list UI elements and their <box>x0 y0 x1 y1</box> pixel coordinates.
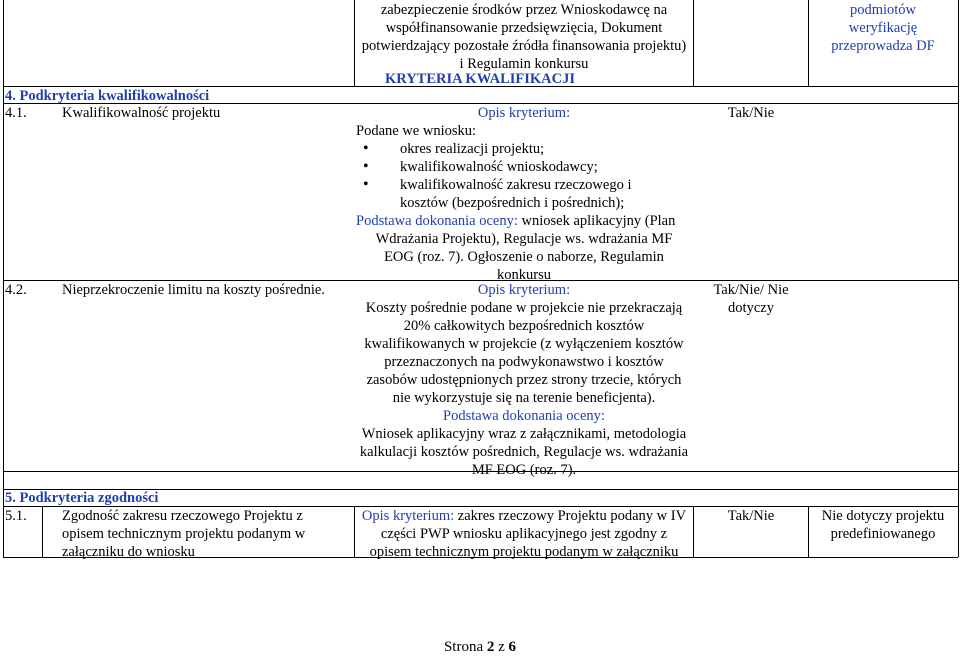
list-item: • kwalifikowalność zakresu rzeczowego i kosztów (bezpośrednich i pośrednich); <box>356 176 692 212</box>
top-desc-line: współfinansowanie przedsięwzięcia, Dokument <box>385 20 663 36</box>
desc-line: kwalifikowanych w projekcie (z wyłączeniem kosztów <box>364 336 684 352</box>
opis-label: Opis kryterium: <box>477 282 571 298</box>
podstawa-line <box>356 212 692 230</box>
podstawa-text: konkursu <box>497 267 551 283</box>
row-4-2-description <box>356 281 692 479</box>
podstawa-text: kalkulacji kosztów pośrednich, Regulacje ws. wdrażania <box>359 444 689 460</box>
section-title: KRYTERIA KWALIFIKACJI <box>384 71 576 87</box>
desc-line: nie wykorzystuje się na terenie beneficjenta). <box>392 390 656 406</box>
top-desc-line: zabezpieczenie środków przez Wnioskodawcę na <box>380 2 668 18</box>
row-4-1-name: Kwalifikowalność projektu <box>62 105 221 121</box>
footer-page-number: 2 <box>486 639 495 655</box>
podstawa-text: MF EOG (roz. 7). <box>471 462 577 478</box>
answer-line: dotyczy <box>728 300 774 316</box>
row-4-2-number: 4.2. <box>5 282 27 298</box>
top-desc-line: i Regulamin konkursu <box>459 56 589 72</box>
page-footer <box>0 638 960 656</box>
intro-text: Podane we wniosku: <box>356 123 477 139</box>
desc-line: opisem technicznym projektu podanym w załączniku <box>369 544 679 560</box>
footer-page-total: 6 <box>508 639 517 655</box>
desc-line: części PWP wniosku aplikacyjnego jest zgodny z <box>380 526 668 542</box>
top-desc-line: potwierdzający pozostałe źródła finansowania projektu) <box>361 38 687 54</box>
opis-label: Opis kryterium: <box>361 508 455 524</box>
desc-line: zasobów udostępnionych przez strony trzecie, których <box>366 372 682 388</box>
criteria-list <box>356 140 692 212</box>
podstawa-text: Wniosek aplikacyjny wraz z załącznikami, metodologia <box>361 426 687 442</box>
desc-line: Koszty pośrednie podane w projekcie nie przekraczają <box>365 300 683 316</box>
podstawa-text: Wdrażania Projektu), Regulacje ws. wdrażania MF <box>375 231 673 247</box>
podstawa-text: EOG (roz. 7). Ogłoszenie o naborze, Regulamin <box>384 249 664 265</box>
top-right-line: podmiotów <box>849 2 917 18</box>
desc-line: przeznaczonych na podwykonawstwo i kosztów <box>384 354 664 370</box>
desc-line: 20% całkowitych bezpośrednich kosztów <box>403 318 645 334</box>
row-4-1-answer: Tak/Nie <box>727 105 775 121</box>
row-4-1-description <box>356 104 692 284</box>
row-5-1-name <box>62 507 352 561</box>
subsection-5-title: 5. Podkryteria zgodności <box>5 490 159 506</box>
row-4-1-number: 4.1. <box>5 105 27 121</box>
row-5-1-description <box>356 507 692 561</box>
answer-line: Tak/Nie/ Nie <box>713 282 789 298</box>
top-right-line: przeprowadza DF <box>831 38 935 54</box>
note-line: predefiniowanego <box>830 526 936 542</box>
row-4-2-name: Nieprzekroczenie limitu na koszty pośrednie. <box>62 282 325 298</box>
subsection-4-title: 4. Podkryteria kwalifikowalności <box>5 88 210 104</box>
top-row-description <box>356 1 692 73</box>
row-5-1-number: 5.1. <box>5 508 27 524</box>
footer-sep: z <box>498 639 505 655</box>
name-line: Zgodność zakresu rzeczowego Projektu z <box>62 508 303 524</box>
podstawa-text: wniosek aplikacyjny (Plan <box>521 213 676 229</box>
name-line: opisem technicznym projektu podanym w <box>62 526 306 542</box>
desc-line <box>356 507 692 525</box>
row-5-1-note <box>810 507 956 543</box>
podstawa-label: Podstawa dokonania oceny: <box>443 408 605 424</box>
podstawa-label: Podstawa dokonania oceny: <box>356 213 518 229</box>
row-5-1-answer: Tak/Nie <box>727 508 775 524</box>
desc-text: zakres rzeczowy Projektu podany w IV <box>457 508 687 524</box>
opis-label: Opis kryterium: <box>477 105 571 121</box>
row-4-2-answer <box>695 281 807 317</box>
name-line: załączniku do wniosku <box>62 544 195 560</box>
top-row-right-note <box>810 1 956 55</box>
footer-label: Strona <box>443 639 484 655</box>
note-line: Nie dotyczy projektu <box>821 508 945 524</box>
top-right-line: weryfikację <box>848 20 918 36</box>
list-item: • kwalifikowalność wnioskodawcy; <box>356 158 692 176</box>
list-item: • okres realizacji projektu; <box>356 140 692 158</box>
